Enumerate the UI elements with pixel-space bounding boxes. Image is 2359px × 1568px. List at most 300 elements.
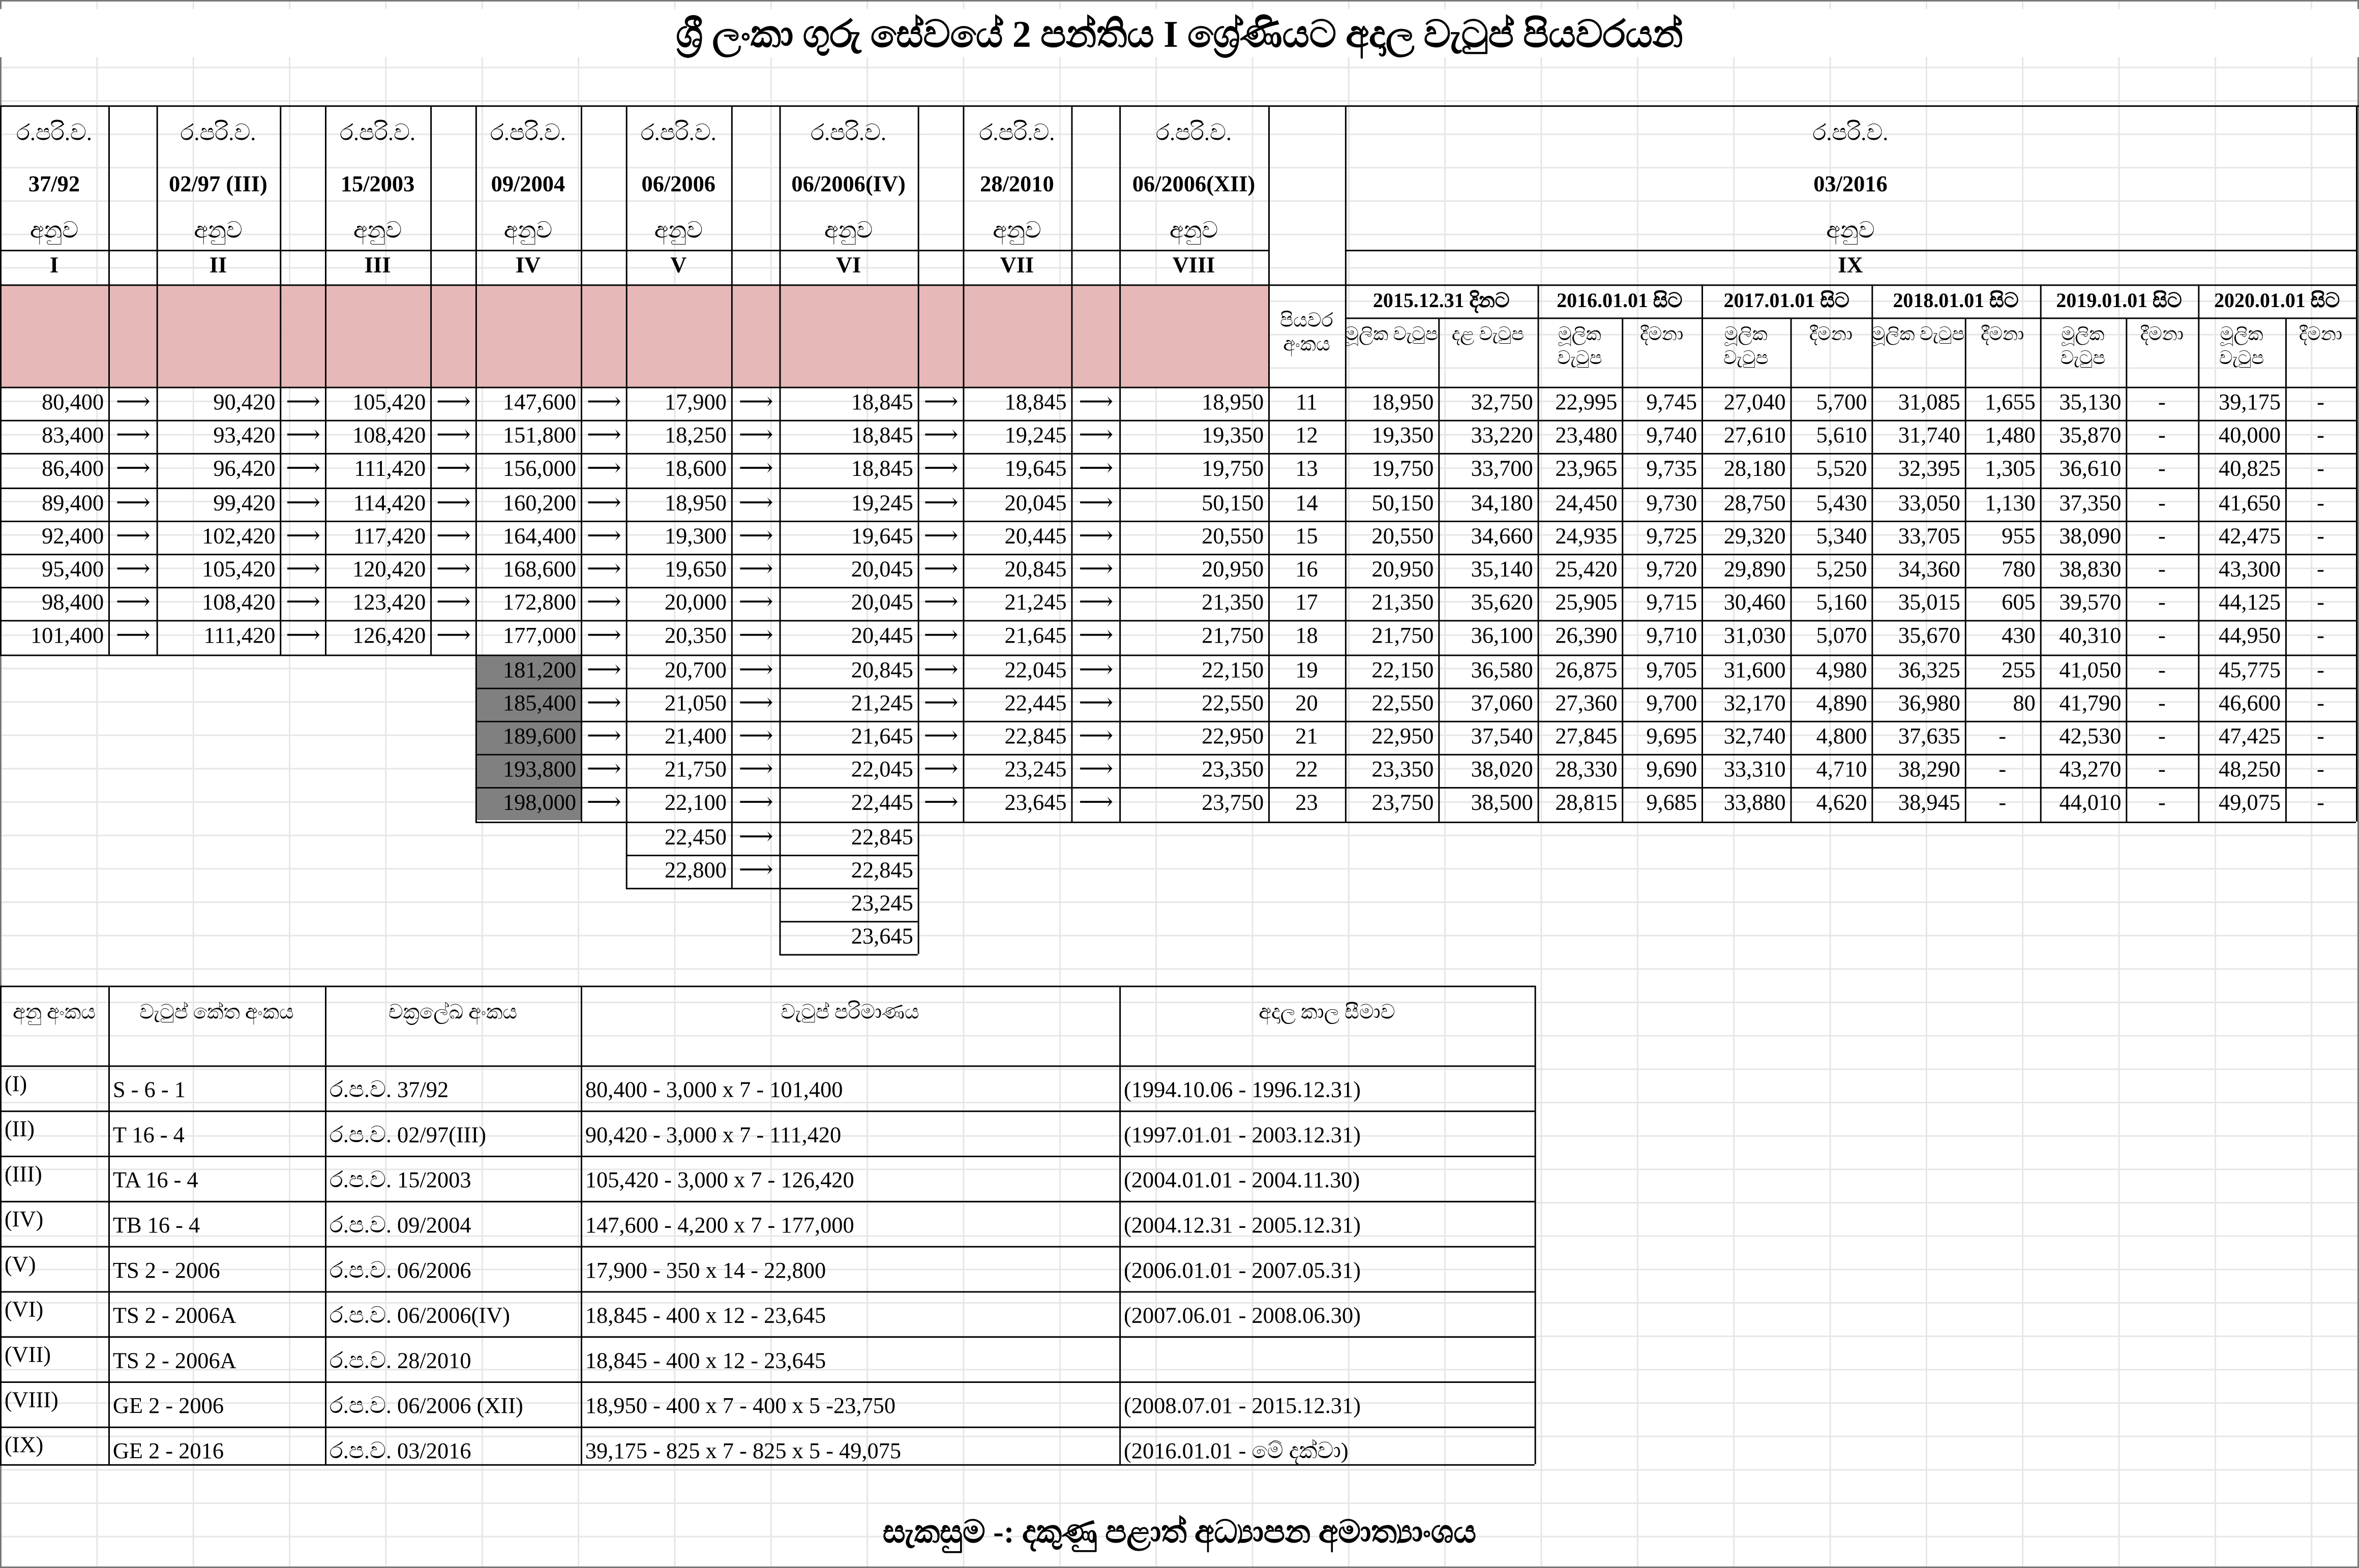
ix-cell: - <box>2158 591 2166 616</box>
arrow-icon: ⟶ <box>923 790 959 817</box>
header-blank <box>582 286 626 386</box>
ix-cell: 36,610 <box>2059 458 2122 483</box>
cell-value: 19,645 <box>1004 458 1067 483</box>
step-header: පියවර අංකය <box>1280 308 1333 355</box>
summary-line <box>0 1464 1535 1466</box>
divider <box>0 105 2359 107</box>
summary-cell: ර.ප.ව. 15/2003 <box>329 1169 471 1194</box>
grid-line <box>0 621 2356 622</box>
ix-cell: 35,130 <box>2059 391 2122 415</box>
ix-cell: 33,050 <box>1898 491 1960 516</box>
arrow-icon: ⟶ <box>586 557 621 583</box>
arrow-icon: ⟶ <box>286 490 321 516</box>
cell-value: 98,400 <box>42 591 104 616</box>
cell-value: 20,045 <box>851 591 913 616</box>
cell-value: 18,845 <box>1004 391 1067 415</box>
arrow-icon: ⟶ <box>586 389 621 415</box>
step-number: 23 <box>1295 792 1318 817</box>
ix-cell: 5,520 <box>1816 458 1867 483</box>
arrow-icon: ⟶ <box>436 423 471 449</box>
cell-value: 89,400 <box>42 491 104 516</box>
header-label: ර.පරි.ව. <box>979 122 1055 146</box>
header-blank <box>2 286 108 386</box>
ix-cell: 9,685 <box>1646 792 1697 817</box>
ix-cell: - <box>2317 425 2324 449</box>
summary-line <box>0 986 2 1464</box>
ix-cell: 32,750 <box>1471 391 1533 415</box>
arrow-icon: ⟶ <box>1079 690 1114 716</box>
cell-value: 92,400 <box>42 525 104 549</box>
ix-cell: 45,775 <box>2219 658 2281 683</box>
ix-cell: 37,540 <box>1471 725 1533 749</box>
ix-cell: - <box>2317 658 2324 683</box>
ix-cell: 44,125 <box>2219 591 2281 616</box>
summary-cell: (I) <box>4 1073 27 1097</box>
step-number: 15 <box>1295 525 1318 549</box>
summary-line <box>1119 986 1121 1464</box>
cell-value: 21,645 <box>851 725 913 749</box>
summary-line <box>325 986 326 1464</box>
header-ref: 02/97 (III) <box>169 173 267 197</box>
ix-cell: 9,710 <box>1646 625 1697 649</box>
ix-cell: - <box>1998 792 2007 817</box>
ix-cell: 955 <box>2002 525 2036 549</box>
ix-cell: 42,530 <box>2059 725 2122 749</box>
ix-cell: 35,620 <box>1471 591 1533 616</box>
summary-cell: ර.ප.ව. 03/2016 <box>329 1440 471 1464</box>
header-anuwa: අනුව <box>353 220 402 244</box>
cell-value: 90,420 <box>213 391 276 415</box>
summary-cell: (2008.07.01 - 2015.12.31) <box>1123 1395 1361 1419</box>
arrow-icon: ⟶ <box>923 456 959 483</box>
arrow-icon: ⟶ <box>1079 557 1114 583</box>
cell-value: 181,200 <box>502 658 577 683</box>
ix-cell: 29,320 <box>1723 525 1786 549</box>
ix-cell: 9,730 <box>1646 491 1697 516</box>
grid-line <box>475 754 2356 756</box>
ix-date-header: 2018.01.01 සිට <box>1893 289 2019 312</box>
cell-value: 111,420 <box>354 458 426 483</box>
step-number: 19 <box>1295 658 1318 683</box>
cell-value: 20,550 <box>1202 525 1264 549</box>
summary-cell: (1994.10.06 - 1996.12.31) <box>1123 1079 1361 1103</box>
grid-line <box>0 284 2356 286</box>
arrow-icon: ⟶ <box>115 623 151 649</box>
ix-cell: 38,830 <box>2059 558 2122 583</box>
cell-value: 21,750 <box>1202 625 1264 649</box>
arrow-icon: ⟶ <box>738 490 773 516</box>
cell-value: 22,445 <box>1004 691 1067 716</box>
summary-line <box>1535 986 1536 1464</box>
arrow-icon: ⟶ <box>1079 657 1114 683</box>
summary-cell: ර.ප.ව. 06/2006 (XII) <box>329 1395 523 1419</box>
ix-cell: 5,430 <box>1816 491 1867 516</box>
arrow-icon: ⟶ <box>923 623 959 649</box>
cell-value: 19,650 <box>664 558 727 583</box>
header-roman: I <box>49 254 59 279</box>
cell-value: 20,045 <box>851 558 913 583</box>
grid-line <box>2040 284 2042 821</box>
cell-value: 83,400 <box>42 425 104 449</box>
cell-value: 111,420 <box>203 625 276 649</box>
header-blank <box>919 286 963 386</box>
summary-line <box>0 1381 1535 1383</box>
summary-cell: (II) <box>4 1118 35 1142</box>
arrow-icon: ⟶ <box>923 389 959 415</box>
ix-cell: - <box>2317 691 2324 716</box>
arrow-icon: ⟶ <box>286 557 321 583</box>
ix-cell: 38,500 <box>1471 792 1533 817</box>
step-number: 17 <box>1295 591 1318 616</box>
summary-cell: TS 2 - 2006 <box>112 1259 220 1284</box>
summary-line <box>0 1065 1535 1067</box>
summary-cell: 39,175 - 825 x 7 - 825 x 5 - 49,075 <box>585 1440 902 1464</box>
summary-cell: (2004.01.01 - 2004.11.30) <box>1123 1169 1360 1194</box>
ix-cell: 37,060 <box>1471 691 1533 716</box>
ix-cell: 9,695 <box>1646 725 1697 749</box>
arrow-icon: ⟶ <box>115 423 151 449</box>
cell-value: 21,245 <box>1004 591 1067 616</box>
arrow-icon: ⟶ <box>1079 490 1114 516</box>
header-blank <box>477 286 581 386</box>
ix-cell: - <box>2158 458 2166 483</box>
ix-cell: 41,050 <box>2059 658 2122 683</box>
header-ref: 37/92 <box>28 173 80 197</box>
cell-value: 189,600 <box>502 725 577 749</box>
ix-cell: 47,425 <box>2219 725 2281 749</box>
cell-value: 23,645 <box>1004 792 1067 817</box>
header-anuwa: අනුව <box>29 220 79 244</box>
ix-cell: 39,570 <box>2059 591 2122 616</box>
ix-date-header: 2016.01.01 සිට <box>1557 289 1683 312</box>
arrow-icon: ⟶ <box>586 523 621 549</box>
arrow-icon: ⟶ <box>586 590 621 616</box>
arrow-icon: ⟶ <box>923 757 959 783</box>
summary-line <box>0 1336 1535 1338</box>
ix-cell: 1,655 <box>1985 391 2036 415</box>
step-number: 18 <box>1295 625 1318 649</box>
ix-cell: 38,945 <box>1898 792 1960 817</box>
ix-cell: 38,020 <box>1471 759 1533 783</box>
grid-line <box>1345 317 2356 319</box>
cell-value: 18,845 <box>851 391 913 415</box>
grid-line <box>1119 107 1121 821</box>
ix-cell: 23,480 <box>1555 425 1618 449</box>
summary-line <box>0 1201 1535 1202</box>
summary-cell: 80,400 - 3,000 x 7 - 101,400 <box>585 1079 843 1103</box>
ix-cell: - <box>1998 725 2007 749</box>
header-blank <box>110 286 157 386</box>
page-footer: සැකසුම -: දකුණු පළාත් අධ්‍යාපන අමාත්‍යාංශය <box>882 1514 1477 1550</box>
ix-cell: 23,350 <box>1371 759 1434 783</box>
summary-line <box>108 986 110 1464</box>
ix-cell: 22,995 <box>1555 391 1618 415</box>
cell-value: 80,400 <box>42 391 104 415</box>
ix-cell: 32,170 <box>1723 691 1786 716</box>
summary-line <box>0 1110 1535 1112</box>
cell-value: 172,800 <box>502 591 577 616</box>
grid-line <box>780 107 781 954</box>
cell-value: 101,400 <box>30 625 104 649</box>
ix-cell: 780 <box>2002 558 2036 583</box>
arrow-icon: ⟶ <box>738 456 773 483</box>
header-ref: 09/2004 <box>491 173 565 197</box>
ix-cell: 39,175 <box>2219 391 2281 415</box>
arrow-icon: ⟶ <box>738 723 773 749</box>
ix-cell: - <box>2317 725 2324 749</box>
cell-value: 21,645 <box>1004 625 1067 649</box>
ix-sub-header: මූලික වැටුප <box>1871 323 1965 345</box>
ix-cell: 29,890 <box>1723 558 1786 583</box>
arrow-icon: ⟶ <box>115 557 151 583</box>
grid-line <box>1268 107 1270 821</box>
summary-cell: TS 2 - 2006A <box>112 1305 236 1329</box>
summary-cell: TA 16 - 4 <box>112 1169 198 1194</box>
ix-cell: 35,015 <box>1898 591 1960 616</box>
cell-value: 22,150 <box>1202 658 1264 683</box>
ix-cell: 43,270 <box>2059 759 2122 783</box>
ix-cell: - <box>2158 425 2166 449</box>
header-roman: VII <box>1000 254 1034 279</box>
ix-cell: 28,180 <box>1723 458 1786 483</box>
summary-cell: S - 6 - 1 <box>112 1079 186 1103</box>
summary-cell: GE 2 - 2016 <box>112 1440 224 1464</box>
page-title: ශ්‍රී ලංකා ගුරු සේවයේ 2 පන්තිය I ශ්‍රේණියට අදාල වැටුප් පියවරයන් <box>0 9 2359 57</box>
arrow-icon: ⟶ <box>436 490 471 516</box>
ix-cell: 4,890 <box>1816 691 1867 716</box>
summary-cell: 18,845 - 400 x 12 - 23,645 <box>585 1305 826 1329</box>
summary-line <box>0 1291 1535 1292</box>
header-anuwa: අනුව <box>1169 220 1218 244</box>
ix-cell: 30,460 <box>1723 591 1786 616</box>
arrow-icon: ⟶ <box>1079 423 1114 449</box>
ix-cell: 1,480 <box>1985 425 2036 449</box>
header-anuwa: අනුව <box>1826 220 1875 244</box>
ix-cell: 5,250 <box>1816 558 1867 583</box>
ix-cell: 42,475 <box>2219 525 2281 549</box>
arrow-icon: ⟶ <box>286 423 321 449</box>
cell-value: 18,250 <box>664 425 727 449</box>
step-number: 14 <box>1295 491 1318 516</box>
ix-cell: - <box>2158 558 2166 583</box>
cell-value: 18,950 <box>664 491 727 516</box>
grid-line <box>780 955 918 956</box>
cell-value: 151,800 <box>502 425 577 449</box>
summary-cell: (2006.01.01 - 2007.05.31) <box>1123 1259 1361 1284</box>
grid-line <box>1345 107 1347 821</box>
ix-cell: 43,300 <box>2219 558 2281 583</box>
header-roman: II <box>209 254 227 279</box>
cell-value: 193,800 <box>502 759 577 783</box>
ix-cell: - <box>2158 658 2166 683</box>
ix-cell: 36,980 <box>1898 691 1960 716</box>
arrow-icon: ⟶ <box>586 423 621 449</box>
ix-cell: 27,845 <box>1555 725 1618 749</box>
ix-cell: 32,740 <box>1723 725 1786 749</box>
ix-cell: 46,600 <box>2219 691 2281 716</box>
grid-line <box>626 107 628 888</box>
ix-cell: 255 <box>2002 658 2036 683</box>
ix-cell: 32,395 <box>1898 458 1960 483</box>
header-anuwa: අනුව <box>654 220 703 244</box>
summary-cell: ර.ප.ව. 09/2004 <box>329 1214 471 1239</box>
ix-cell: 9,745 <box>1646 391 1697 415</box>
ix-cell: 21,350 <box>1371 591 1434 616</box>
header-roman: VIII <box>1172 254 1215 279</box>
summary-cell: ර.ප.ව. 28/2010 <box>329 1349 471 1374</box>
arrow-icon: ⟶ <box>1079 523 1114 549</box>
cell-value: 168,600 <box>502 558 577 583</box>
arrow-icon: ⟶ <box>923 690 959 716</box>
step-number: 11 <box>1296 391 1318 415</box>
arrow-icon: ⟶ <box>738 523 773 549</box>
cell-value: 22,450 <box>664 825 727 850</box>
header-roman: IX <box>1838 254 1863 279</box>
arrow-icon: ⟶ <box>923 657 959 683</box>
ix-cell: 36,100 <box>1471 625 1533 649</box>
ix-cell: 36,580 <box>1471 658 1533 683</box>
cell-value: 108,420 <box>352 425 426 449</box>
cell-value: 120,420 <box>352 558 426 583</box>
cell-value: 160,200 <box>502 491 577 516</box>
cell-value: 21,245 <box>851 691 913 716</box>
grid-line <box>108 107 110 654</box>
header-anuwa: අනුව <box>993 220 1041 244</box>
arrow-icon: ⟶ <box>436 389 471 415</box>
ix-date-header: 2019.01.01 සිට <box>2056 289 2182 312</box>
ix-cell: 35,140 <box>1471 558 1533 583</box>
header-roman: V <box>670 254 687 279</box>
summary-cell: 147,600 - 4,200 x 7 - 177,000 <box>585 1214 854 1239</box>
step-number: 21 <box>1295 725 1318 749</box>
header-ref: 03/2016 <box>1813 173 1888 197</box>
header-roman: IV <box>515 254 541 279</box>
ix-cell: 33,310 <box>1723 759 1786 783</box>
grid-line <box>0 454 2356 455</box>
ix-cell: 19,750 <box>1371 458 1434 483</box>
header-label: ර.පරි.ව. <box>340 122 416 146</box>
summary-header: වැටුප් පරිමාණය <box>781 1001 919 1023</box>
ix-cell: 26,390 <box>1555 625 1618 649</box>
cell-value: 22,950 <box>1202 725 1264 749</box>
grid-line <box>325 107 326 654</box>
ix-cell: 49,075 <box>2219 792 2281 817</box>
ix-date-header: 2015.12.31 දිනට <box>1372 289 1510 312</box>
ix-cell: - <box>2158 792 2166 817</box>
grid-line <box>0 387 2356 388</box>
header-anuwa: අනුව <box>503 220 553 244</box>
arrow-icon: ⟶ <box>738 557 773 583</box>
cell-value: 108,420 <box>202 591 276 616</box>
ix-cell: 38,290 <box>1898 759 1960 783</box>
summary-cell: (IV) <box>4 1208 44 1232</box>
cell-value: 164,400 <box>502 525 577 549</box>
ix-cell: 9,715 <box>1646 591 1697 616</box>
summary-header: වැටුප් කේත අංකය <box>139 1001 294 1023</box>
ix-sub-header: මූලික වැටුප <box>2060 323 2106 369</box>
ix-cell: 37,635 <box>1898 725 1960 749</box>
cell-value: 22,550 <box>1202 691 1264 716</box>
ix-cell: 40,310 <box>2059 625 2122 649</box>
ix-cell: 23,750 <box>1371 792 1434 817</box>
arrow-icon: ⟶ <box>738 790 773 817</box>
header-label: ර.පරි.ව. <box>16 122 92 146</box>
ix-cell: 25,905 <box>1555 591 1618 616</box>
header-blank <box>781 286 917 386</box>
arrow-icon: ⟶ <box>923 590 959 616</box>
summary-line <box>0 1246 1535 1248</box>
cell-value: 21,350 <box>1202 591 1264 616</box>
arrow-icon: ⟶ <box>436 523 471 549</box>
arrow-icon: ⟶ <box>738 657 773 683</box>
summary-line <box>0 986 1535 987</box>
ix-cell: 48,250 <box>2219 759 2281 783</box>
grid-line <box>626 888 918 889</box>
ix-cell: 9,705 <box>1646 658 1697 683</box>
cell-value: 18,845 <box>851 458 913 483</box>
step-number: 12 <box>1295 425 1318 449</box>
cell-value: 22,100 <box>664 792 727 817</box>
summary-cell: (VIII) <box>4 1389 58 1413</box>
cell-value: 185,400 <box>502 691 577 716</box>
arrow-icon: ⟶ <box>586 790 621 817</box>
header-blank <box>964 286 1071 386</box>
cell-value: 17,900 <box>664 391 727 415</box>
ix-cell: 33,705 <box>1898 525 1960 549</box>
cell-value: 20,700 <box>664 658 727 683</box>
grid-line <box>2285 317 2287 821</box>
cell-value: 23,245 <box>1004 759 1067 783</box>
summary-header: අනු අංකය <box>13 1001 96 1023</box>
ix-cell: 22,150 <box>1371 658 1434 683</box>
grid-line <box>157 107 158 654</box>
ix-cell: 1,305 <box>1985 458 2036 483</box>
ix-cell: 19,350 <box>1371 425 1434 449</box>
grid-line <box>0 107 2 654</box>
arrow-icon: ⟶ <box>1079 590 1114 616</box>
ix-cell: 26,875 <box>1555 658 1618 683</box>
ix-cell: 9,690 <box>1646 759 1697 783</box>
ix-cell: - <box>2158 391 2166 415</box>
ix-cell: 605 <box>2002 591 2036 616</box>
grid-line <box>918 107 919 954</box>
header-blank <box>733 286 780 386</box>
summary-cell: (1997.01.01 - 2003.12.31) <box>1123 1124 1361 1149</box>
ix-cell: 28,815 <box>1555 792 1618 817</box>
ix-cell: 4,710 <box>1816 759 1867 783</box>
cell-value: 23,645 <box>851 925 913 950</box>
summary-cell: 105,420 - 3,000 x 7 - 126,420 <box>585 1169 854 1194</box>
grid-line <box>731 107 733 888</box>
arrow-icon: ⟶ <box>286 590 321 616</box>
cell-value: 19,750 <box>1202 458 1264 483</box>
grid-line <box>280 107 281 654</box>
ix-cell: 40,000 <box>2219 425 2281 449</box>
arrow-icon: ⟶ <box>1079 456 1114 483</box>
arrow-icon: ⟶ <box>436 557 471 583</box>
cell-value: 21,750 <box>664 759 727 783</box>
ix-cell: - <box>2317 458 2324 483</box>
cell-value: 117,420 <box>353 525 426 549</box>
grid-line <box>1345 250 2356 251</box>
summary-cell: TS 2 - 2006A <box>112 1349 236 1374</box>
ix-cell: 9,725 <box>1646 525 1697 549</box>
ix-cell: 18,950 <box>1371 391 1434 415</box>
header-ref: 06/2006(XII) <box>1132 173 1256 197</box>
grid-line <box>0 587 2356 589</box>
cell-value: 22,845 <box>851 825 913 850</box>
cell-value: 114,420 <box>353 491 426 516</box>
